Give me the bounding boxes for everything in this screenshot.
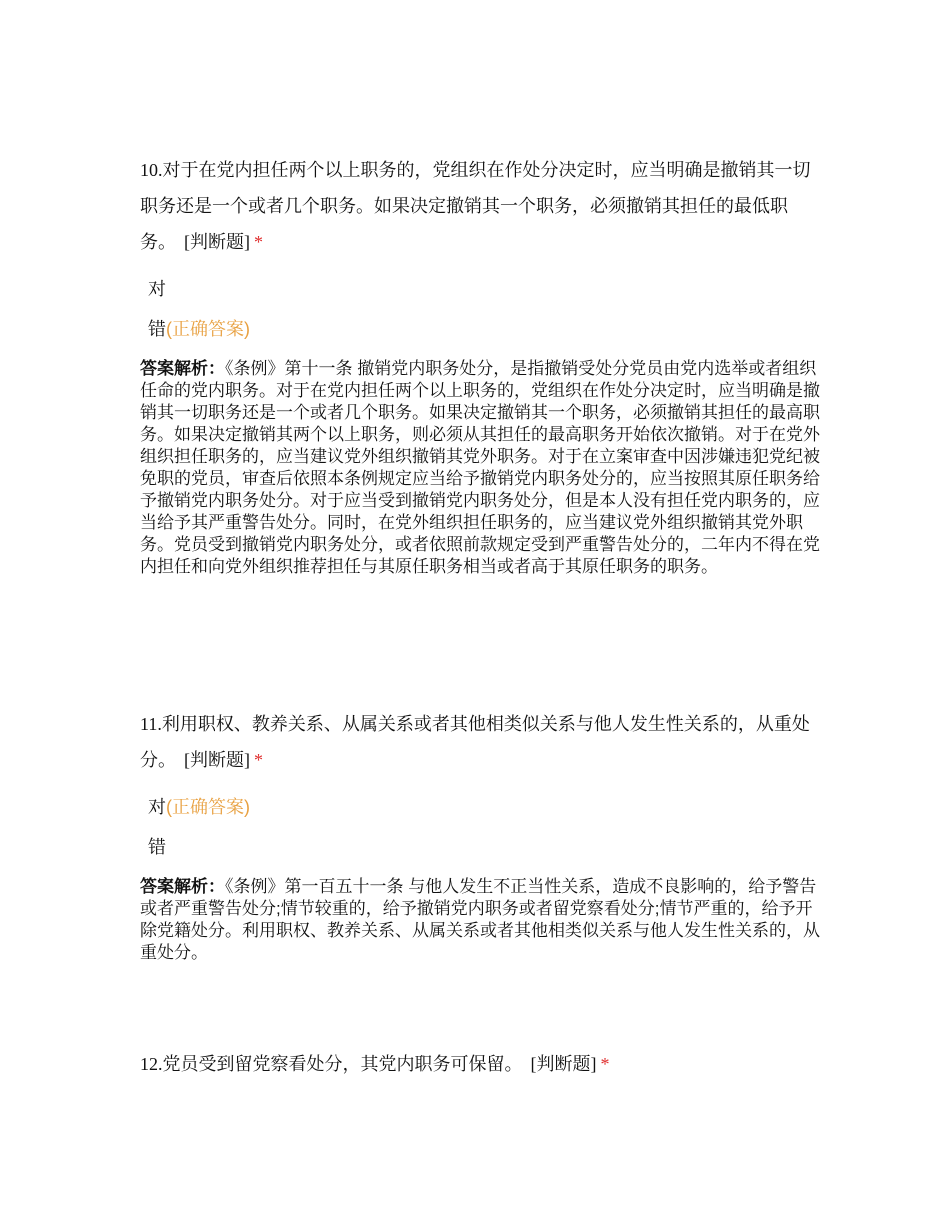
correct-answer-tag: (正确答案) bbox=[166, 797, 250, 817]
question-10 bbox=[140, 152, 820, 260]
correct-answer-tag: (正确答案) bbox=[166, 319, 250, 339]
question-12 bbox=[140, 1046, 820, 1082]
answer-analysis bbox=[140, 358, 820, 578]
required-mark: * bbox=[600, 1054, 610, 1074]
analysis-label: 答案解析： bbox=[140, 877, 225, 896]
question-text: 10.对于在党内担任两个以上职务的，党组织在作处分决定时，应当明确是撤销其一切职务还是一个或者几个职务。如果决定撤销其一个职务，必须撤销其担任的最低职务。 [判断题] * bbox=[140, 160, 811, 252]
option-item[interactable]: 错 bbox=[148, 837, 166, 857]
analysis-text: 《条例》第一百五十一条 与他人发生不正当性关系，造成不良影响的，给予警告或者严重警告处分;情节较重的，给予撤销党内职务或者留党察看处分;情节严重的，给予开除党籍处分。利用职权、教养关系、从属关系或者其他相类似关系与他人发生性关系的，从重处分。 bbox=[140, 877, 820, 962]
question-text: 11.利用职权、教养关系、从属关系或者其他相类似关系与他人发生性关系的，从重处分。 [判断题] * bbox=[140, 714, 810, 770]
option-item[interactable]: 对(正确答案) bbox=[148, 797, 250, 817]
question-11 bbox=[140, 706, 820, 778]
question-text: 12.党员受到留党察看处分，其党内职务可保留。 [判断题] * bbox=[140, 1054, 610, 1074]
required-mark: * bbox=[254, 750, 263, 770]
option-item[interactable]: 错(正确答案) bbox=[148, 319, 250, 339]
option-item[interactable]: 对 bbox=[148, 279, 166, 299]
question-type: [判断题] bbox=[184, 750, 250, 770]
option-list bbox=[140, 796, 820, 818]
answer-analysis bbox=[140, 876, 820, 964]
option-list bbox=[140, 836, 820, 858]
option-list bbox=[140, 278, 820, 300]
question-type: [判断题] bbox=[530, 1054, 597, 1074]
analysis-text: 《条例》第十一条 撤销党内职务处分，是指撤销受处分党员由党内选举或者组织任命的党内职务。对于在党内担任两个以上职务的，党组织在作处分决定时，应当明确是撤销其一切职务还是一个或者几个职务。如果决定撤销其一个职务，必须撤销其担任的最高职务。如果决定撤销其两个以上职务，则必须从其担任的最高职务开始依次撤销。对于在党外组织担任职务的，应当建议党外组织撤销其党外职务。对于在立案审查中因涉嫌违犯党纪被免职的党员，审查后依照本条例规定应当给予撤销党内职务处分的，应当按照其原任职务给予撤销党内职务处分。对于应当受到撤销党内职务处分，但是本人没有担任党内职务的，应当给予其严重警告处分。同时，在党外组织担任职务的，应当建议党外组织撤销其党外职务。党员受到撤销党内职务处分，或者依照前款规定受到严重警告处分的，二年内不得在党内担任和向党外组织推荐担任与其原任职务相当或者高于其原任职务的职务。 bbox=[140, 359, 820, 576]
required-mark: * bbox=[254, 232, 263, 252]
option-list bbox=[140, 318, 820, 340]
question-type: [判断题] bbox=[184, 232, 250, 252]
analysis-label: 答案解析： bbox=[140, 359, 225, 378]
